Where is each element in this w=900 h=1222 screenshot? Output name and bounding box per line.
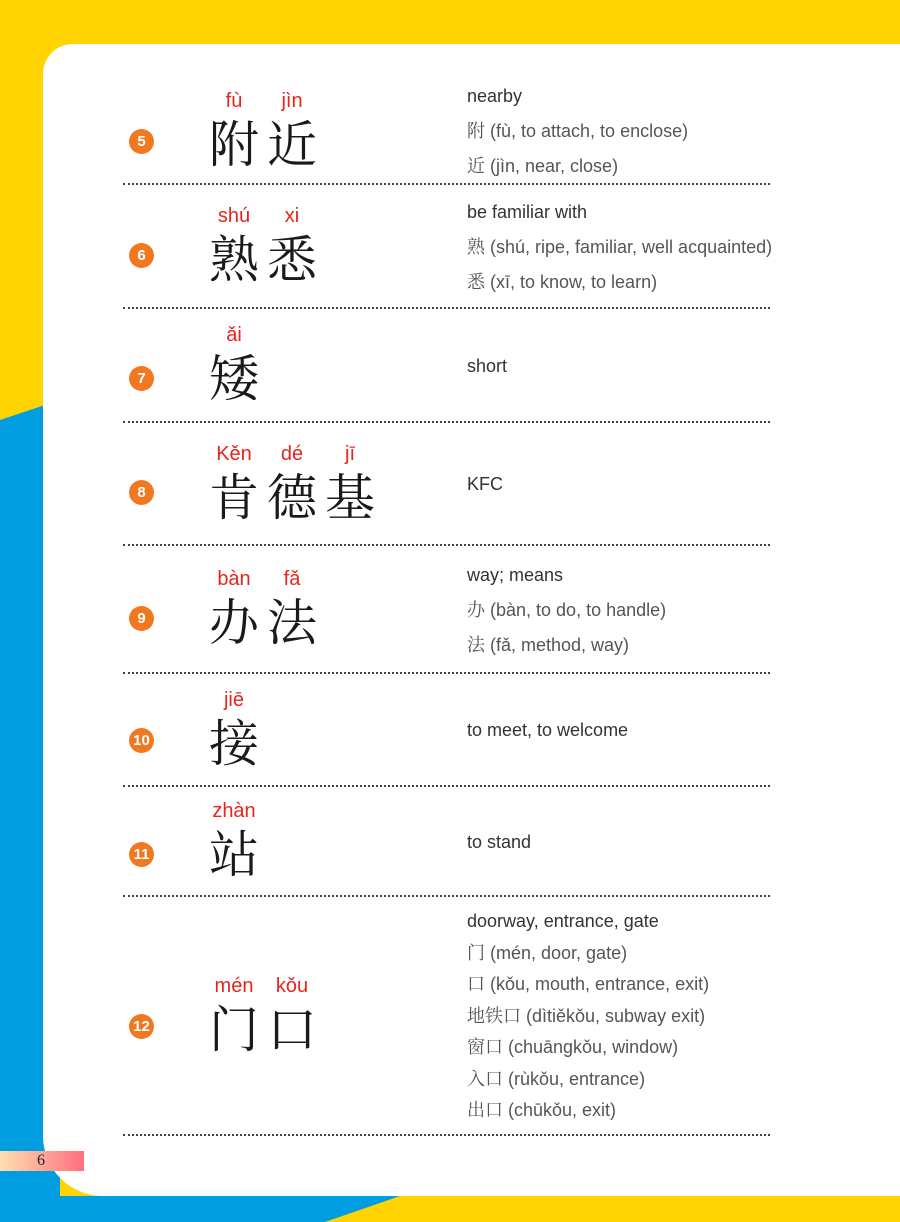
word-column [0,78,467,185]
word-block [205,441,379,529]
vocab-entry [0,897,900,1136]
word-block [205,566,321,654]
hanzi-character: 基 [325,468,375,527]
pinyin-syllable: ǎi [226,324,242,346]
vocab-entry [0,185,900,309]
meaning-column [467,195,772,300]
entry-number-badge: 7 [129,366,154,391]
meaning-main: to stand [467,831,532,852]
entry-number-badge: 6 [129,243,154,268]
meaning-column [467,713,628,748]
meaning-main: way; means [467,564,564,585]
word-block [205,88,321,176]
page-number: 6 [0,1151,84,1171]
pinyin-syllable: dé [280,442,304,465]
meaning-detail: 窗口 (chuāngkǒu, window) [467,1037,679,1058]
word-column [0,423,467,546]
hanzi-character: 办 [209,594,259,652]
pinyin-syllable: zhàn [212,800,256,822]
hanzi-character: 矮 [209,350,259,408]
hanzi-character: 口 [267,1000,317,1059]
pinyin-syllable: xi [284,205,300,227]
meaning-detail: 法 (fǎ, method, way) [467,634,630,655]
meaning-detail: 门 (mén, door, gate) [467,942,628,963]
meaning-column [467,349,507,384]
meaning-detail: 悉 (xī, to know, to learn) [467,271,658,292]
hanzi-character: 肯 [209,468,259,527]
pinyin-syllable: fù [225,89,243,112]
hanzi-character: 近 [267,115,317,174]
vocab-entry [0,309,900,423]
pinyin-syllable: fǎ [283,568,301,590]
hanzi-character: 法 [267,594,317,652]
word-column [0,674,467,787]
meaning-main: doorway, entrance, gate [467,910,659,931]
entry-number-badge: 11 [129,842,154,867]
meaning-column [467,79,688,184]
vocab-entry [0,546,900,674]
word-column [0,185,467,309]
pinyin-syllable: kǒu [275,974,309,997]
hanzi [205,229,321,291]
entry-number-badge: 10 [129,728,154,753]
hanzi [205,467,379,529]
meaning-detail: 办 (bàn, to do, to handle) [467,599,667,620]
pinyin [205,687,263,713]
word-block [205,798,263,886]
meaning-detail: 附 (fù, to attach, to enclose) [467,121,689,141]
vocab-entry [0,423,900,546]
word-block [205,973,321,1061]
entry-number-badge: 12 [129,1014,154,1039]
vocab-entry [0,787,900,897]
pinyin-syllable: bàn [217,568,251,590]
hanzi-character: 站 [209,826,259,884]
hanzi-character: 悉 [267,231,317,289]
entry-number-badge: 9 [129,606,154,631]
hanzi [205,713,263,775]
pinyin [205,973,321,999]
vocab-entry [0,674,900,787]
meaning-main: to meet, to welcome [467,720,629,740]
hanzi-character: 德 [267,468,317,527]
meaning-column [467,558,666,663]
meaning-main: short [467,355,508,376]
meaning-column [467,906,709,1127]
pinyin [205,798,263,824]
word-block [205,687,263,775]
pinyin-syllable: jìn [281,89,303,112]
meaning-detail: 口 (kǒu, mouth, entrance, exit) [467,974,710,995]
pinyin [205,322,263,348]
word-block [205,203,321,291]
pinyin-syllable: shú [217,205,251,227]
word-column [0,546,467,674]
hanzi [205,348,263,410]
meaning-column [467,825,531,860]
pinyin [205,441,379,467]
meaning-detail: 出口 (chūkǒu, exit) [467,1100,617,1121]
pinyin-syllable: Kěn [216,442,252,465]
meaning-detail: 近 (jìn, near, close) [467,156,619,176]
meaning-main: nearby [467,86,523,106]
word-block [205,322,263,410]
hanzi-character: 门 [209,1000,259,1059]
pinyin [205,203,321,229]
meaning-detail: 入口 (rùkǒu, entrance) [467,1068,646,1089]
hanzi-character: 附 [209,115,259,174]
hanzi [205,824,263,886]
meaning-main: KFC [467,474,503,494]
meaning-detail: 熟 (shú, ripe, familiar, well acquainted) [467,236,773,257]
vocab-entry [0,78,900,185]
hanzi-character: 熟 [209,231,259,289]
hanzi [205,999,321,1061]
pinyin-syllable: mén [214,974,254,997]
hanzi [205,114,321,176]
meaning-column [467,467,503,502]
hanzi-character: 接 [209,714,259,773]
word-column [0,787,467,897]
pinyin [205,566,321,592]
pinyin [205,88,321,114]
meaning-detail: 地铁口 (dìtiěkǒu, subway exit) [467,1005,706,1026]
hanzi [205,592,321,654]
pinyin-syllable: jī [345,442,355,465]
pinyin-syllable: jiē [223,688,244,711]
entry-number-badge: 8 [129,480,154,505]
meaning-main: be familiar with [467,201,588,222]
word-column [0,309,467,423]
word-column [0,897,467,1136]
entry-number-badge: 5 [129,129,154,154]
